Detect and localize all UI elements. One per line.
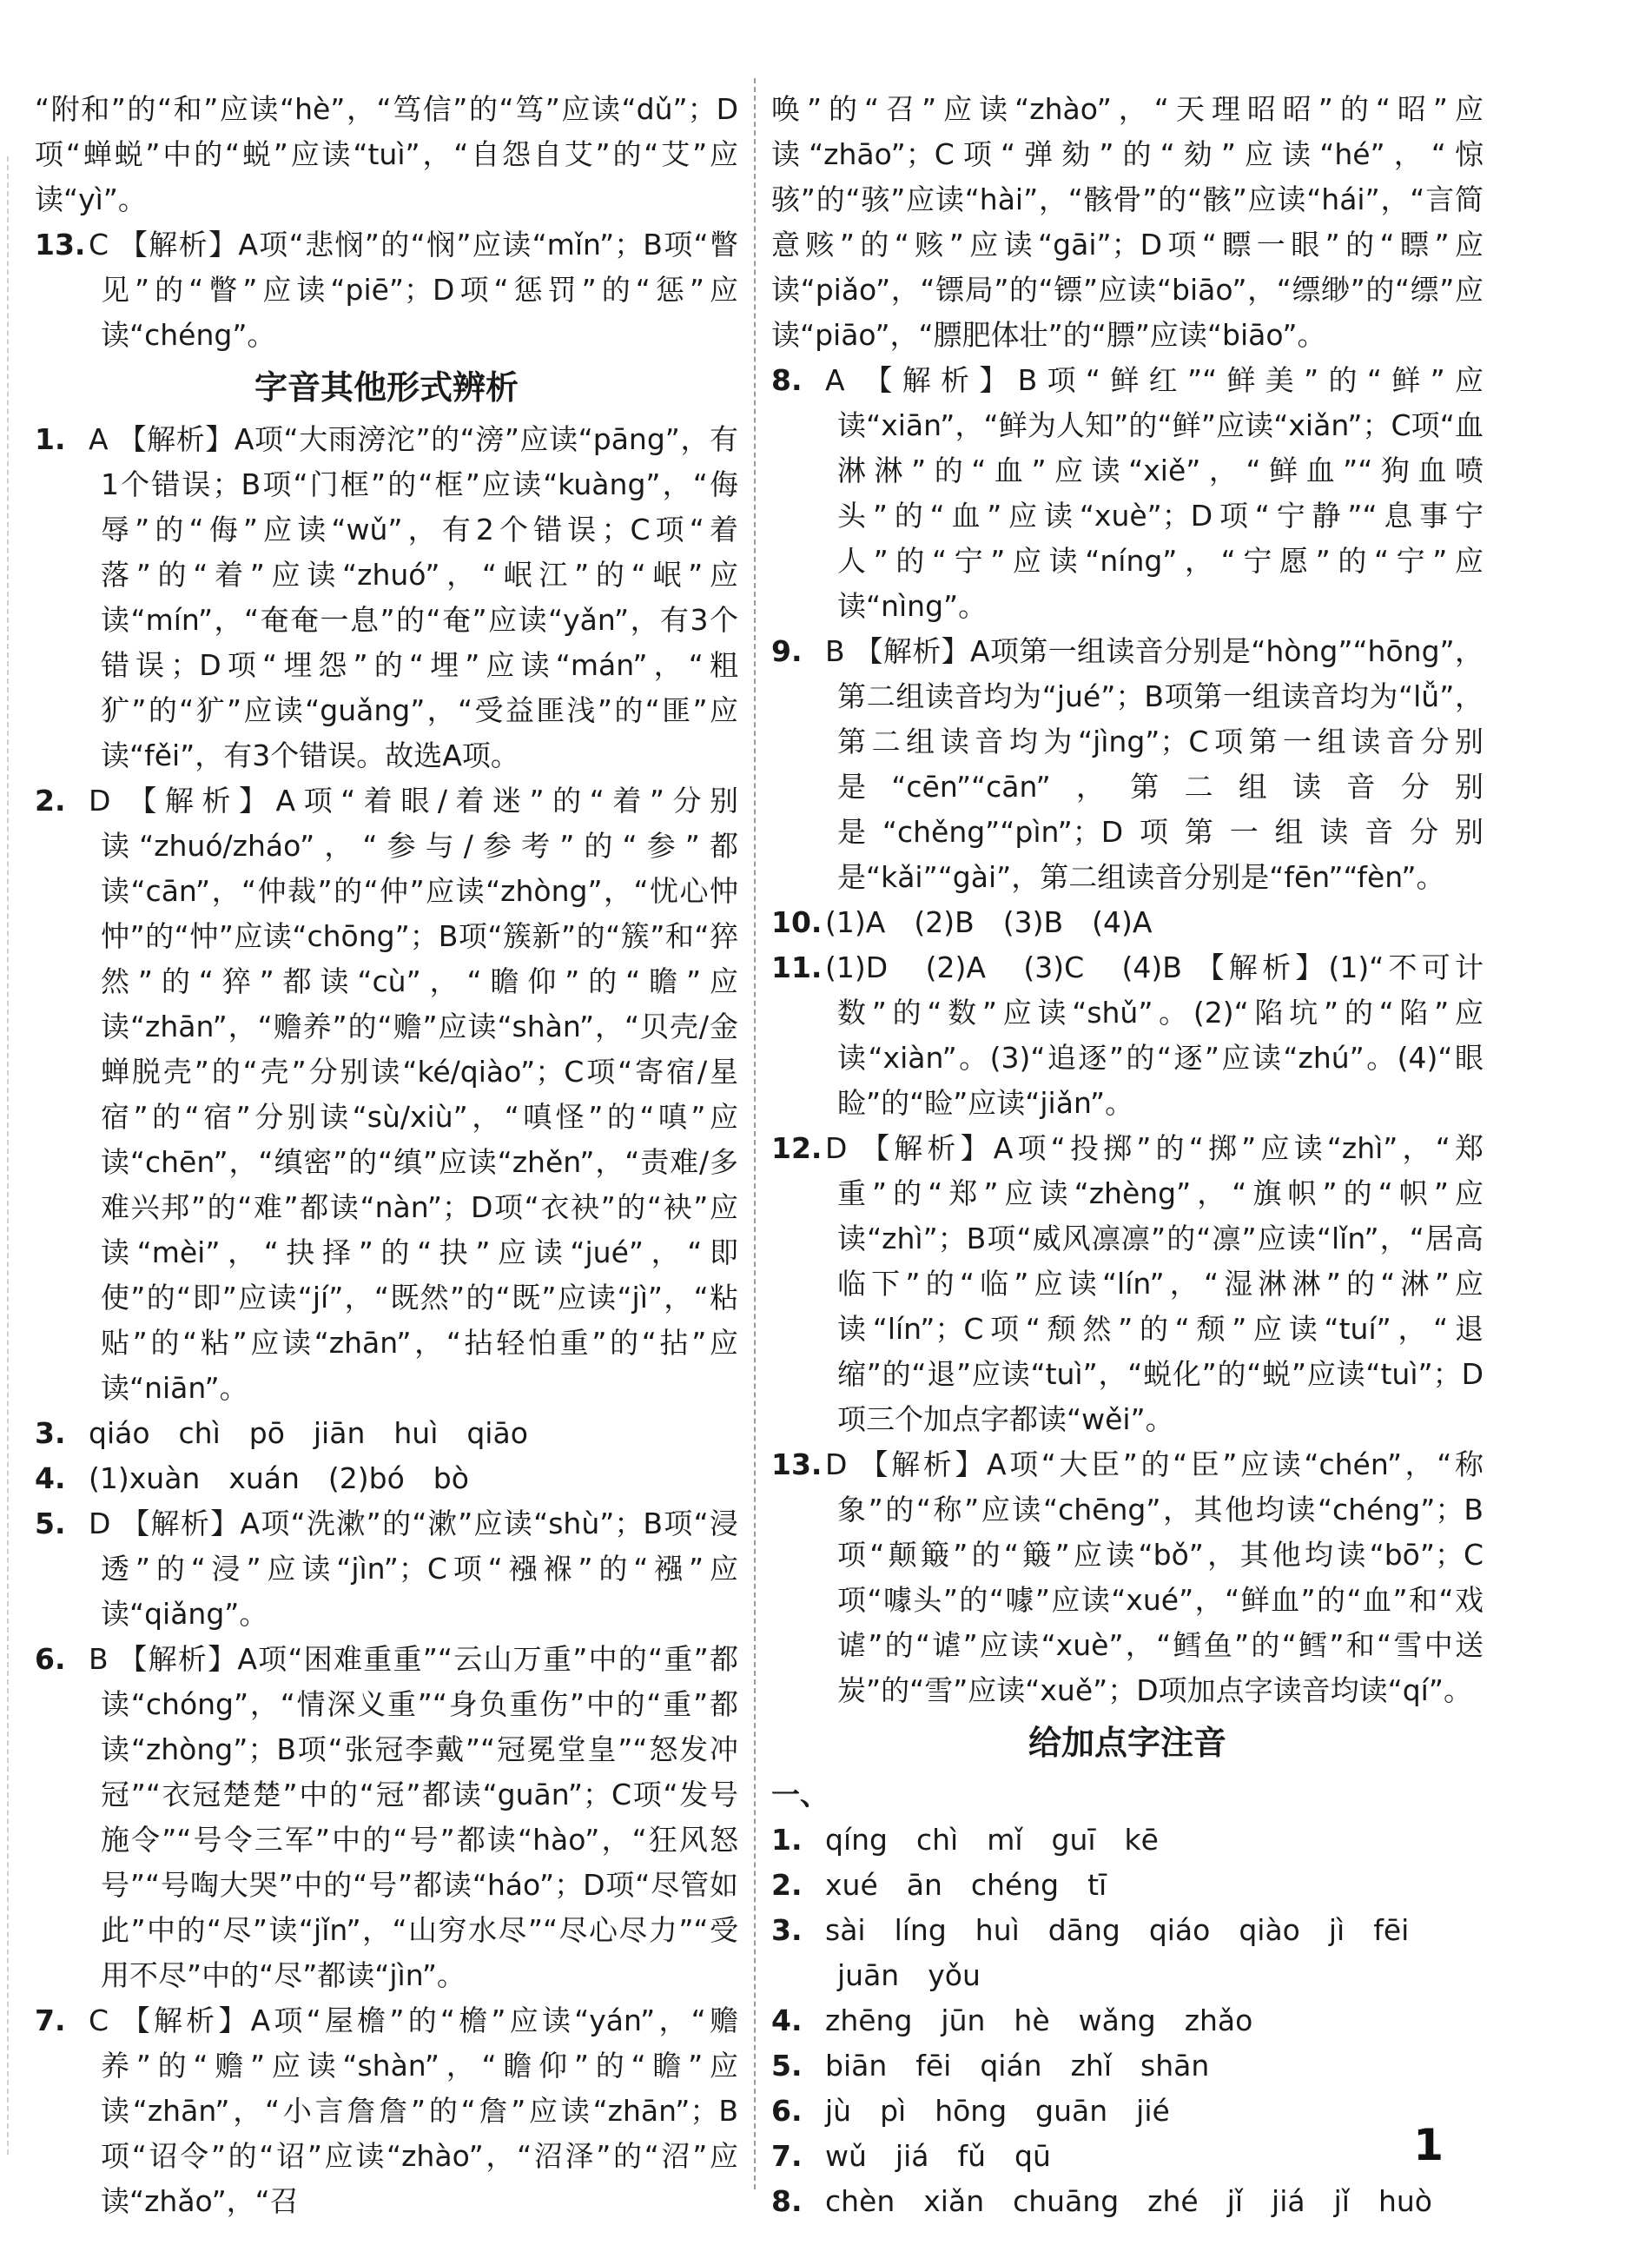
item-number: 13.	[35, 228, 86, 262]
pinyin-item	[771, 2179, 1483, 2224]
item-text: D 【解析】A项“着眼/着迷”的“着”分别读“zhuó/zháo”，“参与/参考”的“参”都读“cān”，“仲裁”的“仲”应读“zhòng”，“忧心忡忡”的“忡”应读“chōng”；B项“簇新”的“簇”和“猝然”的“猝”都读“cù”，“瞻仰”的“瞻”应读“zhān”，“赡养”的“赡”应读“shàn”，“贝壳/金蝉脱壳”的“壳”分别读“ké/qiào”；C项“寄宿/星宿”的“宿”分别读“sù/xiù”，“嗔怪”的“嗔”应读“chēn”，“缜密”的“缜”应读“zhěn”，“责难/多难兴邦”的“难”都读“nàn”；D项“衣袂”的“袂”应读“mèi”，“抉择”的“抉”应读“jué”，“即使”的“即”应读“jí”，“既然”的“既”应读“jì”，“粘贴”的“粘”应读“zhān”，“拈轻怕重”的“拈”应读“niān”。	[89, 784, 738, 1405]
item-number: 5.	[771, 2049, 803, 2083]
item-text: xué ān chéng tī	[825, 1868, 1107, 1902]
item-number: 8.	[771, 363, 803, 397]
item-text: qíng chì mǐ guī kē	[825, 1823, 1159, 1857]
item-number: 4.	[771, 2003, 803, 2037]
item-text: D 【解析】A项“投掷”的“掷”应读“zhì”，“郑重”的“郑”应读“zhèng”，“旗帜”的“帜”应读“zhì”；B项“威风凛凛”的“凛”应读“lǐn”，“居高临下”的“临”应读“lín”，“湿淋淋”的“淋”应读“lín”；C项“颓然”的“颓”应读“tuí”，“退缩”的“退”应读“tuì”，“蜕化”的“蜕”应读“tuì”；D项三个加点字都读“wěi”。	[825, 1131, 1483, 1436]
item-number: 10.	[771, 905, 823, 939]
answer-continuation: “附和”的“和”应读“hè”，“笃信”的“笃”应读“dǔ”；D项“蝉蜕”中的“蜕”应读“tuì”，“自怨自艾”的“艾”应读“yì”。	[35, 92, 738, 216]
item-text: C 【解析】A项“悲悯”的“悯”应读“mǐn”；B项“瞥见”的“瞥”应读“piē”；D项“惩罚”的“惩”应读“chéng”。	[89, 228, 738, 352]
item-number: 4.	[35, 1461, 66, 1495]
item-number: 3.	[771, 1913, 803, 1947]
section-heading: 给加点字注音	[1028, 1724, 1226, 1762]
item-text: C 【解析】A项“屋檐”的“檐”应读“yán”，“赡养”的“赡”应读“shàn”，“瞻仰”的“瞻”应读“zhān”，“小言詹詹”的“詹”应读“zhān”；B项“诏令”的“诏”应读“zhào”，“沼泽”的“沼”应读“zhǎo”，“召	[89, 2003, 738, 2218]
item-number: 一、1.	[771, 1778, 829, 1857]
item-number: 6.	[35, 1642, 66, 1676]
answer-item	[35, 1456, 738, 1501]
answer-item	[771, 358, 1483, 629]
item-text: B 【解析】A项“困难重重”“云山万重”中的“重”都读“chóng”，“情深义重”“身负重伤”中的“重”都读“zhòng”；B项“张冠李戴”“冠冕堂皇”“怒发冲冠”“衣冠楚楚”中的“冠”都读“guān”；C项“发号施令”“号令三军”中的“号”都读“hào”，“狂风怒号”“号啕大哭”中的“号”都读“háo”；D项“尽管如此”中的“尽”读“jǐn”，“山穷水尽”“尽心尽力”“受用不尽”中的“尽”都读“jìn”。	[89, 1642, 738, 1992]
answer-item	[771, 629, 1483, 900]
item-text: A 【解析】B项“鲜红”“鲜美”的“鲜”应读“xiān”，“鲜为人知”的“鲜”应读“xiǎn”；C项“血淋淋”的“血”应读“xiě”，“鲜血”“狗血喷头”的“血”应读“xuè”；D项“宁静”“息事宁人”的“宁”应读“níng”，“宁愿”的“宁”应读“nìng”。	[825, 363, 1483, 623]
item-number: 6.	[771, 2094, 803, 2128]
right-column	[771, 87, 1483, 2224]
item-number: 2.	[35, 784, 66, 818]
item-number: 5.	[35, 1507, 66, 1540]
item-number: 9.	[771, 634, 803, 668]
item-text: (1)D (2)A (3)C (4)B 【解析】(1)“不可计数”的“数”应读“shǔ”。(2)“陷坑”的“陷”应读“xiàn”。(3)“追逐”的“逐”应读“zhú”。(4)“眼睑”的“睑”应读“jiǎn”。	[825, 950, 1483, 1120]
item-number: 13.	[771, 1447, 823, 1481]
item-number: 3.	[35, 1416, 66, 1450]
page-number: 1	[1413, 2120, 1444, 2170]
item-text: chèn xiǎn chuāng zhé jǐ jiá jǐ huò	[825, 2184, 1432, 2218]
answer-item	[35, 1501, 738, 1637]
item-text: D 【解析】A项“洗漱”的“漱”应读“shù”；B项“浸透”的“浸”应读“jìn”；C项“襁褓”的“襁”应读“qiǎng”。	[89, 1507, 738, 1631]
item-number: 1.	[35, 422, 66, 456]
item-number: 11.	[771, 950, 823, 984]
item-number: 7.	[35, 2003, 66, 2037]
pinyin-item	[771, 2134, 1483, 2179]
answer-item	[771, 1442, 1483, 1713]
item-number: 7.	[771, 2139, 803, 2173]
pinyin-item	[771, 2089, 1483, 2134]
answer-item	[771, 1126, 1483, 1442]
pinyin-item	[771, 1863, 1483, 1908]
item-text: (1)xuàn xuán (2)bó bò	[89, 1461, 469, 1495]
pinyin-item	[771, 1772, 1483, 1863]
item-text: jù pì hōng guān jié	[825, 2094, 1170, 2128]
answer-item	[35, 778, 738, 1411]
item-text: qiáo chì pō jiān huì qiāo	[89, 1416, 528, 1450]
section-heading: 字音其他形式辨析	[254, 368, 519, 407]
left-column	[35, 87, 738, 2224]
item-text: D 【解析】A项“大臣”的“臣”应读“chén”，“称象”的“称”应读“chēng”，其他均读“chéng”；B项“颠簸”的“簸”应读“bǒ”，其他均读“bō”；C项“噱头”的“噱”应读“xué”，“鲜血”的“血”和“戏谑”的“谑”应读“xuè”，“鳕鱼”的“鳕”和“雪中送炭”的“雪”应读“xuě”；D项加点字读音均读“qí”。	[825, 1447, 1483, 1707]
answer-item	[771, 900, 1483, 945]
binding-margin-line	[7, 156, 9, 2155]
answer-item	[35, 1998, 738, 2224]
item-text: (1)A (2)B (3)B (4)A	[825, 905, 1153, 939]
answer-item	[35, 222, 738, 358]
item-text: zhēng jūn hè wǎng zhǎo	[825, 2003, 1253, 2037]
answer-item	[35, 1411, 738, 1456]
item-text: A 【解析】A项“大雨滂沱”的“滂”应读“pāng”，有1个错误；B项“门框”的“框”应读“kuàng”，“侮辱”的“侮”应读“wǔ”，有2个错误；C项“着落”的“着”应读“zhuó”，“岷江”的“岷”应读“mín”，“奄奄一息”的“奄”应读“yǎn”，有3个错误；D项“埋怨”的“埋”应读“mán”，“粗犷”的“犷”应读“guǎng”，“受益匪浅”的“匪”应读“fěi”，有3个错误。故选A项。	[89, 422, 738, 772]
answer-item	[35, 417, 738, 778]
answer-continuation: 唤”的“召”应读“zhào”，“天理昭昭”的“昭”应读“zhāo”；C项“弹劾”的“劾”应读“hé”，“惊骇”的“骇”应读“hài”，“骸骨”的“骸”应读“hái”，“言简意赅”的“赅”应读“gāi”；D项“瞟一眼”的“瞟”应读“piǎo”，“镖局”的“镖”应读“biāo”，“缥缈”的“缥”应读“piāo”，“膘肥体壮”的“膘”应读“biāo”。	[771, 92, 1483, 352]
answer-item	[771, 945, 1483, 1126]
item-number: 2.	[771, 1868, 803, 1902]
item-text: wǔ jiá fǔ qū	[825, 2139, 1051, 2173]
pinyin-item	[771, 1908, 1483, 1998]
item-number: 12.	[771, 1131, 823, 1165]
pinyin-item	[771, 2043, 1483, 2089]
item-text: biān fēi qián zhǐ shān	[825, 2049, 1210, 2083]
pinyin-item	[771, 1998, 1483, 2043]
answer-item	[35, 1637, 738, 1998]
column-divider	[754, 78, 756, 2189]
item-text: B 【解析】A项第一组读音分别是“hòng”“hōng”，第二组读音均为“jué”；B项第一组读音均为“lǚ”，第二组读音均为“jìng”；C项第一组读音分别是“cēn”“cān”，第二组读音分别是“chěng”“pìn”；D项第一组读音分别是“kǎi”“gài”，第二组读音分别是“fēn”“fèn”。	[825, 634, 1483, 894]
item-number: 8.	[771, 2184, 803, 2218]
item-text: sài líng huì dāng qiáo qiào jì fēi juān yǒu	[825, 1913, 1438, 1992]
